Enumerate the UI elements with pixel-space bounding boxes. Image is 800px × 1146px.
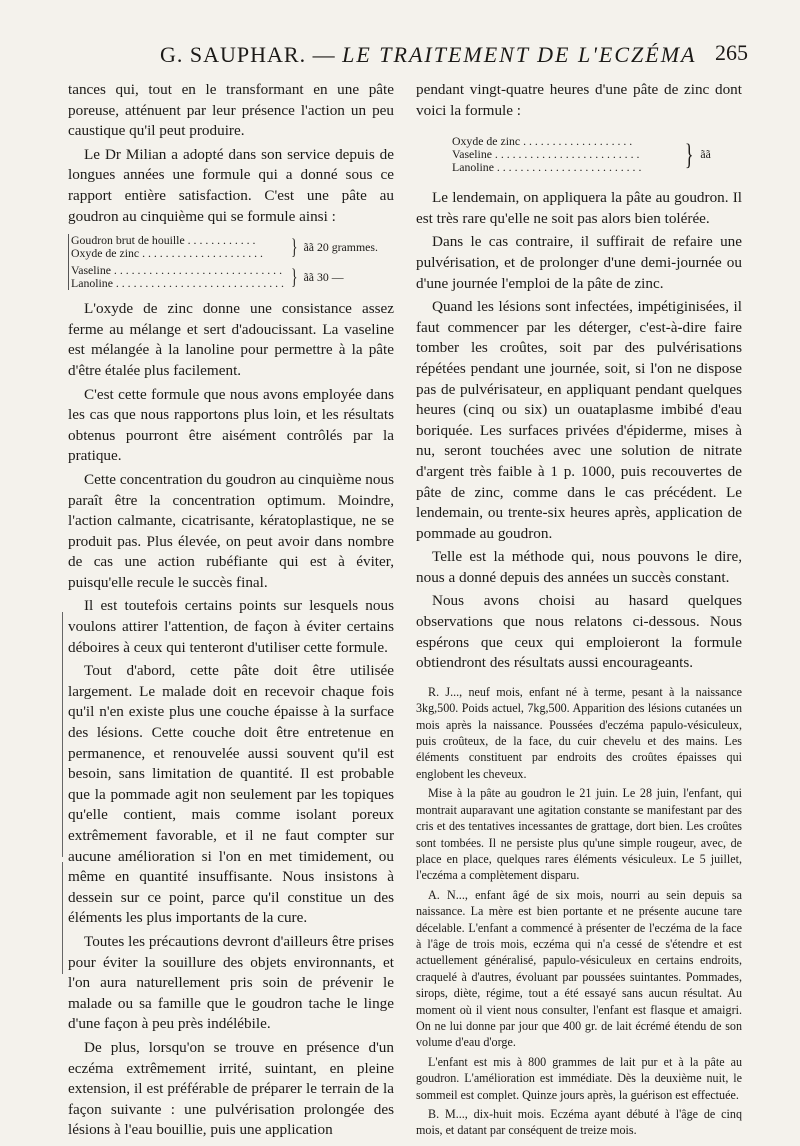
formula-goudron xyxy=(68,234,394,290)
paragraph: Telle est la méthode qui, nous pouvons le dire, nous a donné depuis des années un succès constant. xyxy=(416,548,742,586)
paragraph: Le lendemain, on appliquera la pâte au goudron. Il est très rare qu'elle ne soit pas alors bien tolérée. xyxy=(416,189,742,227)
formula-quantity: ãã 20 grammes. xyxy=(303,239,378,254)
formula-item: Oxyde de zinc . . . . . . . . . . . . . . . . . . . . . xyxy=(71,247,264,261)
formula-zinc xyxy=(452,135,742,174)
paragraph: Toutes les précautions devront d'ailleurs être prises pour éviter la souillure des objets environnants, et l'on aura naturellement pris soin de prévenir le malade ou sa famille que le goudron tache le linge d'une façon à peu près indélébile. xyxy=(68,932,394,1033)
paragraph: De plus, lorsqu'on se trouve en présence d'un eczéma extrêmement irrité, suintant, en pleine extension, il est préférable de préparer le terrain de la façon suivante : une pulvérisation prolongée des lésions à l'eau bouillie, puis une application xyxy=(68,1038,394,1139)
paragraph: tances qui, tout en le transformant en une pâte poreuse, atténuent par leur présence l'action un peu caustique qu'il peut produire. xyxy=(68,81,394,140)
header-dash: — xyxy=(312,42,336,67)
margin-line xyxy=(62,862,63,974)
paragraph: Dans le cas contraire, il suffirait de refaire une pulvérisation, et de prolonger d'une demi-journée ou d'une journée l'emploi de la pâte de zinc. xyxy=(416,233,742,292)
paragraph: pendant vingt-quatre heures d'une pâte de zinc dont voici la formule : xyxy=(416,81,742,119)
observation-paragraph: R. J..., neuf mois, enfant né à terme, pesant à la naissance 3kg,500. Poids actuel, 7kg,500. Apparition des lésions cutanées un mois après la naissance. Poussées d'eczéma papulo-vésiculeux, puis croûteux, de la face, du cuir chevelu et des mains. Les éléments constituent par endroits des croûtes épaisses qui englobent les cheveux. xyxy=(416,684,742,781)
brace-icon: } xyxy=(291,264,298,290)
formula-item: Goudron brut de houille . . . . . . . . . . . . xyxy=(71,234,256,248)
running-title xyxy=(160,42,696,68)
formula-item: Vaseline . . . . . . . . . . . . . . . . . . . . . . . . . . . . . xyxy=(71,264,283,278)
formula-item: Vaseline . . . . . . . . . . . . . . . . . . . . . . . . . xyxy=(452,148,640,162)
paragraph: Tout d'abord, cette pâte doit être utilisée largement. Le malade doit en recevoir chaque fois qu'il n'en existe plus une couche épaisse à la surface des lésions. Cette couche doit être entretenue en permanence, et renouvelée aussi souvent qu'il est besoin, sans limitation de quantité. Il est probable que la pommade agit non seulement par les topiques qu'elle contient, mais comme isolant poreux extrêmement favorable, et il ne faut compter sur aucune amélioration si l'on en met timidement, ou même en quantité insuffisante. Nous insistons à dessein sur ce point, parce qu'il constitue un des éléments les plus importants de la cure. xyxy=(68,662,394,927)
observation-paragraph: L'enfant est mis à 800 grammes de lait pur et à la pâte au goudron. L'amélioration est immédiate. Dès la deuxième nuit, le sommeil est complet. Quinze jours après, la guérison est effectuée. xyxy=(416,1054,742,1102)
paragraph: Il est toutefois certains points sur lesquels nous voulons attirer l'attention, de façon à éviter certains déboires à ceux qui tenteront d'utiliser cette formule. xyxy=(68,597,394,656)
observation-paragraph: B. M..., dix-huit mois. Eczéma ayant débuté à l'âge de cinq mois, et datant par conséquent de treize mois. xyxy=(416,1107,742,1138)
formula-item: Lanoline . . . . . . . . . . . . . . . . . . . . . . . . . xyxy=(452,161,642,175)
observations xyxy=(416,684,742,1139)
formula-item: Oxyde de zinc . . . . . . . . . . . . . . . . . . . xyxy=(452,135,633,149)
page-number: 265 xyxy=(715,40,748,65)
paragraph: Le Dr Milian a adopté dans son service depuis de longues années une formule qui a donné sous ce rapport entière satisfaction. C'est une pâte au goudron au cinquième qui se formule ainsi : xyxy=(68,145,394,225)
formula-group xyxy=(71,264,394,290)
margin-line xyxy=(62,612,63,857)
formula-group xyxy=(71,234,394,260)
formula-item: Lanoline . . . . . . . . . . . . . . . . . . . . . . . . . . . . . xyxy=(71,277,284,291)
brace-icon: } xyxy=(684,137,694,171)
observation-paragraph: A. N..., enfant âgé de six mois, nourri au sein depuis sa naissance. La mère est bien portante et ne présente aucune tare décelable. L'enfant a commencé à présenter de l'eczéma de la face à l'âge de trois mois, eczéma qui n'a cessé de s'étendre et est actuellement généralisé, papulo-vésiculeux en certains endroits, craquelé à d'autres, évoluant par poussées suintantes. Pommades, sirops, diète, régime, tout a été essayé sans aucun résultat. Au moment où il vient nous consulter, l'enfant est flasque et amaigri. On ne lui donne par jour que 400 gr. de lait écrémé étendu de son volume d'eau d'orge. xyxy=(416,887,742,1050)
left-column xyxy=(68,80,394,1144)
paragraph: Nous avons choisi au hasard quelques observations que nous relatons ci-dessous. Nous espérons que ceux qui emploieront la formule obtiendront des résultats aussi encourageants. xyxy=(416,592,742,672)
formula-quantity: ãã 30 — xyxy=(303,269,344,284)
right-column xyxy=(416,80,742,1142)
brace-icon: } xyxy=(291,234,298,260)
running-header xyxy=(0,40,800,76)
paragraph: C'est cette formule que nous avons employée dans les cas que nous rapportons plus loin, et les résultats obtenus pourront être aisément contrôlés par la pratique. xyxy=(68,385,394,465)
header-author: G. SAUPHAR. xyxy=(160,42,307,67)
formula-group xyxy=(452,135,742,174)
paragraph: Quand les lésions sont infectées, impétiginisées, il faut commencer par les déterger, c'est-à-dire faire tomber les croûtes, soit par des pulvérisations répétées pendant une journée, soit, si l'on ne dispose pas de pulvérisateur, en appliquant pendant quelques heures (cinq ou six) un ouataplasme imbibé d'eau boriquée. Les surfaces privées d'épiderme, mises à nu, seront touchées avec une solution de nitrate d'argent très faible à 1 p. 1000, puis recouvertes de pâte de zinc, comme dans le cas précédent. Le lendemain, ou trente-six heures après, application de pommade au goudron. xyxy=(416,298,742,542)
formula-quantity: ãã xyxy=(700,147,711,162)
header-title: LE TRAITEMENT DE L'ECZÉMA xyxy=(342,42,697,67)
paragraph: L'oxyde de zinc donne une consistance assez ferme au mélange et sert d'adoucissant. La vaseline est mélangée à la lanoline pour permettre à la pâte d'être étalée plus facilement. xyxy=(68,300,394,379)
paragraph: Cette concentration du goudron au cinquième nous paraît être la concentration optimum. Moindre, l'action calmante, cicatrisante, kératoplastique, ne se produit pas. Plus élevée, on peut avoir dans nombre de cas une action rubéfiante qui est à éviter, puisqu'elle recule le succès final. xyxy=(68,470,394,591)
observation-paragraph: Mise à la pâte au goudron le 21 juin. Le 28 juin, l'enfant, qui montrait auparavant une agitation constante se manifestant par des cris et des tentatives incessantes de grattage, dort bien. Les croûtes sont tombées. Il ne persiste plus qu'une simple rougeur, avec, de place en place, quelques rares éléments vésiculeux. Le 5 juillet, l'eczéma a complètement disparu. xyxy=(416,786,742,883)
